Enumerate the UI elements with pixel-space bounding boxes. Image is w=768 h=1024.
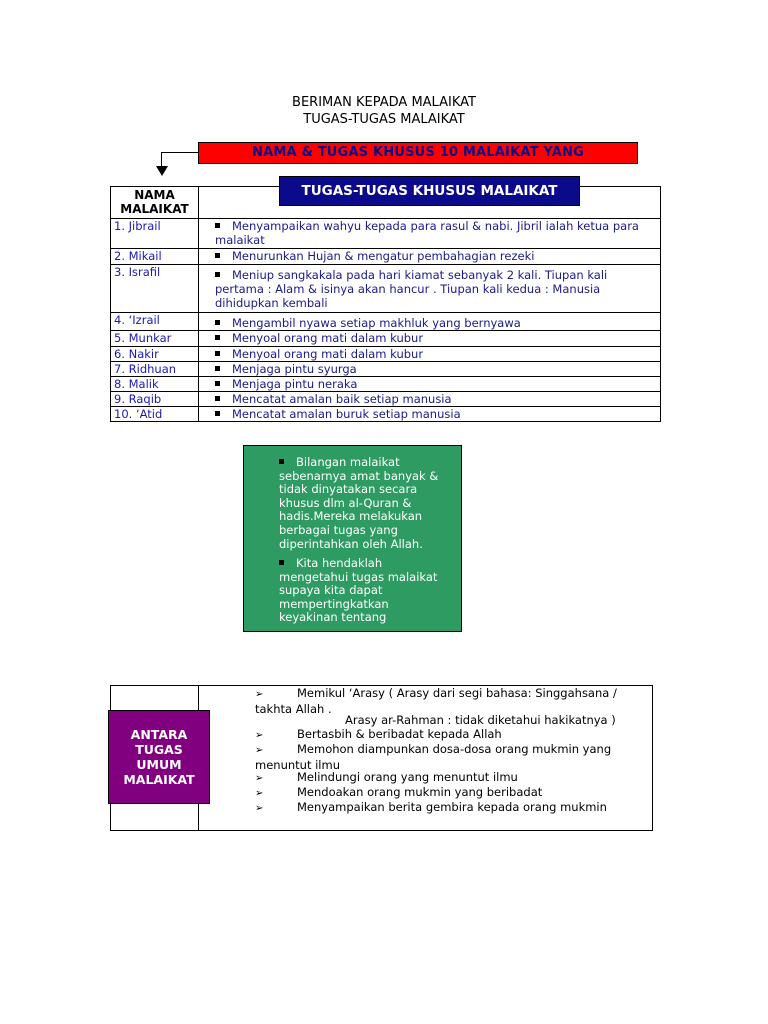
arrow-bullet-icon: ➢: [255, 730, 264, 741]
task-text: Menurunkan Hujan & mengatur pembahagian rezeki: [232, 249, 535, 263]
name-header-line1: NAMA: [134, 188, 175, 202]
square-bullet-icon: [215, 335, 220, 340]
info-item: [279, 456, 449, 551]
angel-name: 1. Jibrail: [111, 219, 199, 249]
tasks-header: TUGAS-TUGAS KHUSUS MALAIKAT: [279, 176, 580, 206]
angel-name: 4. ‘Izrail: [111, 313, 199, 331]
general-task-item: [255, 770, 645, 786]
angel-task: [199, 347, 661, 362]
general-task-text: Memikul ‘Arasy ( Arasy dari segi bahasa: Singgahsana / takhta Allah .: [255, 686, 617, 716]
angel-name: 7. Ridhuan: [111, 362, 199, 377]
table-row: [111, 377, 661, 392]
table-row: [111, 331, 661, 347]
red-banner: NAMA & TUGAS KHUSUS 10 MALAIKAT YANG: [198, 142, 638, 164]
square-bullet-icon: [215, 381, 220, 386]
label-line: TUGAS: [135, 742, 183, 757]
info-item: [279, 557, 449, 625]
page-subtitle: TUGAS-TUGAS MALAIKAT: [303, 112, 465, 127]
general-task-item: [255, 785, 645, 801]
angel-name: 5. Munkar: [111, 331, 199, 347]
table-row: [111, 249, 661, 265]
general-task-text: Melindungi orang yang menuntut ilmu: [297, 770, 518, 784]
table-row: [111, 219, 661, 249]
table-row: [111, 347, 661, 362]
table-row: [111, 407, 661, 422]
general-task-item: [255, 686, 645, 716]
task-text: Menyoal orang mati dalam kubur: [232, 347, 424, 361]
general-task-text: Menyampaikan berita gembira kepada orang mukmin: [297, 800, 607, 814]
table-row: [111, 313, 661, 331]
square-bullet-icon: [215, 351, 220, 356]
task-text: Mengambil nyawa setiap makhluk yang bernyawa: [232, 316, 521, 330]
square-bullet-icon: [215, 253, 220, 258]
angel-task: [199, 249, 661, 265]
name-column-header: [111, 187, 199, 219]
square-bullet-icon: [215, 223, 220, 228]
angel-name: 10. ‘Atid: [111, 407, 199, 422]
connector-line: [161, 152, 198, 153]
angel-task: [199, 219, 661, 249]
angel-task: [199, 265, 661, 313]
task-text: Menjaga pintu neraka: [232, 377, 358, 391]
task-text: Meniup sangkakala pada hari kiamat sebanyak 2 kali. Tiupan kali pertama : Alam & isinya akan hancur . Tiupan kali kedua : Manusia dihidupkan kembali: [215, 268, 608, 310]
info-text: Kita hendaklah mengetahui tugas malaikat supaya kita dapat mempertingkatkan keyakinan tentang: [279, 556, 438, 625]
label-line: ANTARA: [130, 727, 188, 742]
task-text: Mencatat amalan baik setiap manusia: [232, 392, 452, 406]
angel-task: [199, 313, 661, 331]
task-text: Menjaga pintu syurga: [232, 362, 357, 376]
angel-task: [199, 331, 661, 347]
general-task-continuation: Arasy ar-Rahman : tidak diketahui hakikatnya ): [345, 713, 616, 727]
square-bullet-icon: [215, 411, 220, 416]
task-text: Mencatat amalan buruk setiap manusia: [232, 407, 461, 421]
angel-name: 2. Mikail: [111, 249, 199, 265]
down-arrow-icon: [156, 166, 168, 176]
angel-name: 9. Raqib: [111, 392, 199, 407]
name-header-line2: MALAIKAT: [120, 202, 189, 216]
arrow-bullet-icon: ➢: [255, 803, 264, 814]
task-text: Menyoal orang mati dalam kubur: [232, 331, 424, 345]
arrow-bullet-icon: ➢: [255, 745, 264, 756]
general-tasks-label: [108, 710, 210, 804]
arrow-bullet-icon: ➢: [255, 689, 264, 700]
angel-task: [199, 392, 661, 407]
square-bullet-icon: [279, 459, 284, 464]
angel-task: [199, 377, 661, 392]
square-bullet-icon: [215, 272, 220, 277]
square-bullet-icon: [215, 396, 220, 401]
square-bullet-icon: [215, 366, 220, 371]
table-row: [111, 362, 661, 377]
angel-task: [199, 407, 661, 422]
label-line: MALAIKAT: [123, 772, 195, 787]
general-task-item: [255, 742, 645, 772]
info-box: [243, 445, 462, 632]
label-line: UMUM: [136, 757, 182, 772]
arrow-bullet-icon: ➢: [255, 788, 264, 799]
angel-name: 6. Nakir: [111, 347, 199, 362]
table-row: [111, 265, 661, 313]
general-task-text: Memohon diampunkan dosa-dosa orang mukmin yang menuntut ilmu: [255, 742, 612, 772]
angel-name: 3. Israfil: [111, 265, 199, 313]
info-text: Bilangan malaikat sebenarnya amat banyak & tidak dinyatakan secara khusus dlm al-Quran & hadis.Mereka melakukan berbagai tugas yang diperintahkan oleh Allah.: [279, 455, 439, 551]
table-row: [111, 392, 661, 407]
arrow-bullet-icon: ➢: [255, 773, 264, 784]
general-task-text: Mendoakan orang mukmin yang beribadat: [297, 785, 543, 799]
general-task-item: [255, 800, 645, 816]
square-bullet-icon: [279, 560, 284, 565]
angel-name: 8. Malik: [111, 377, 199, 392]
page-title: BERIMAN KEPADA MALAIKAT: [292, 95, 476, 110]
square-bullet-icon: [215, 320, 220, 325]
angels-table: [110, 186, 661, 422]
task-text: Menyampaikan wahyu kepada para rasul & nabi. Jibril ialah ketua para malaikat: [215, 219, 639, 247]
angel-task: [199, 362, 661, 377]
general-task-text: Bertasbih & beribadat kepada Allah: [297, 727, 502, 741]
general-task-item: [255, 727, 645, 743]
